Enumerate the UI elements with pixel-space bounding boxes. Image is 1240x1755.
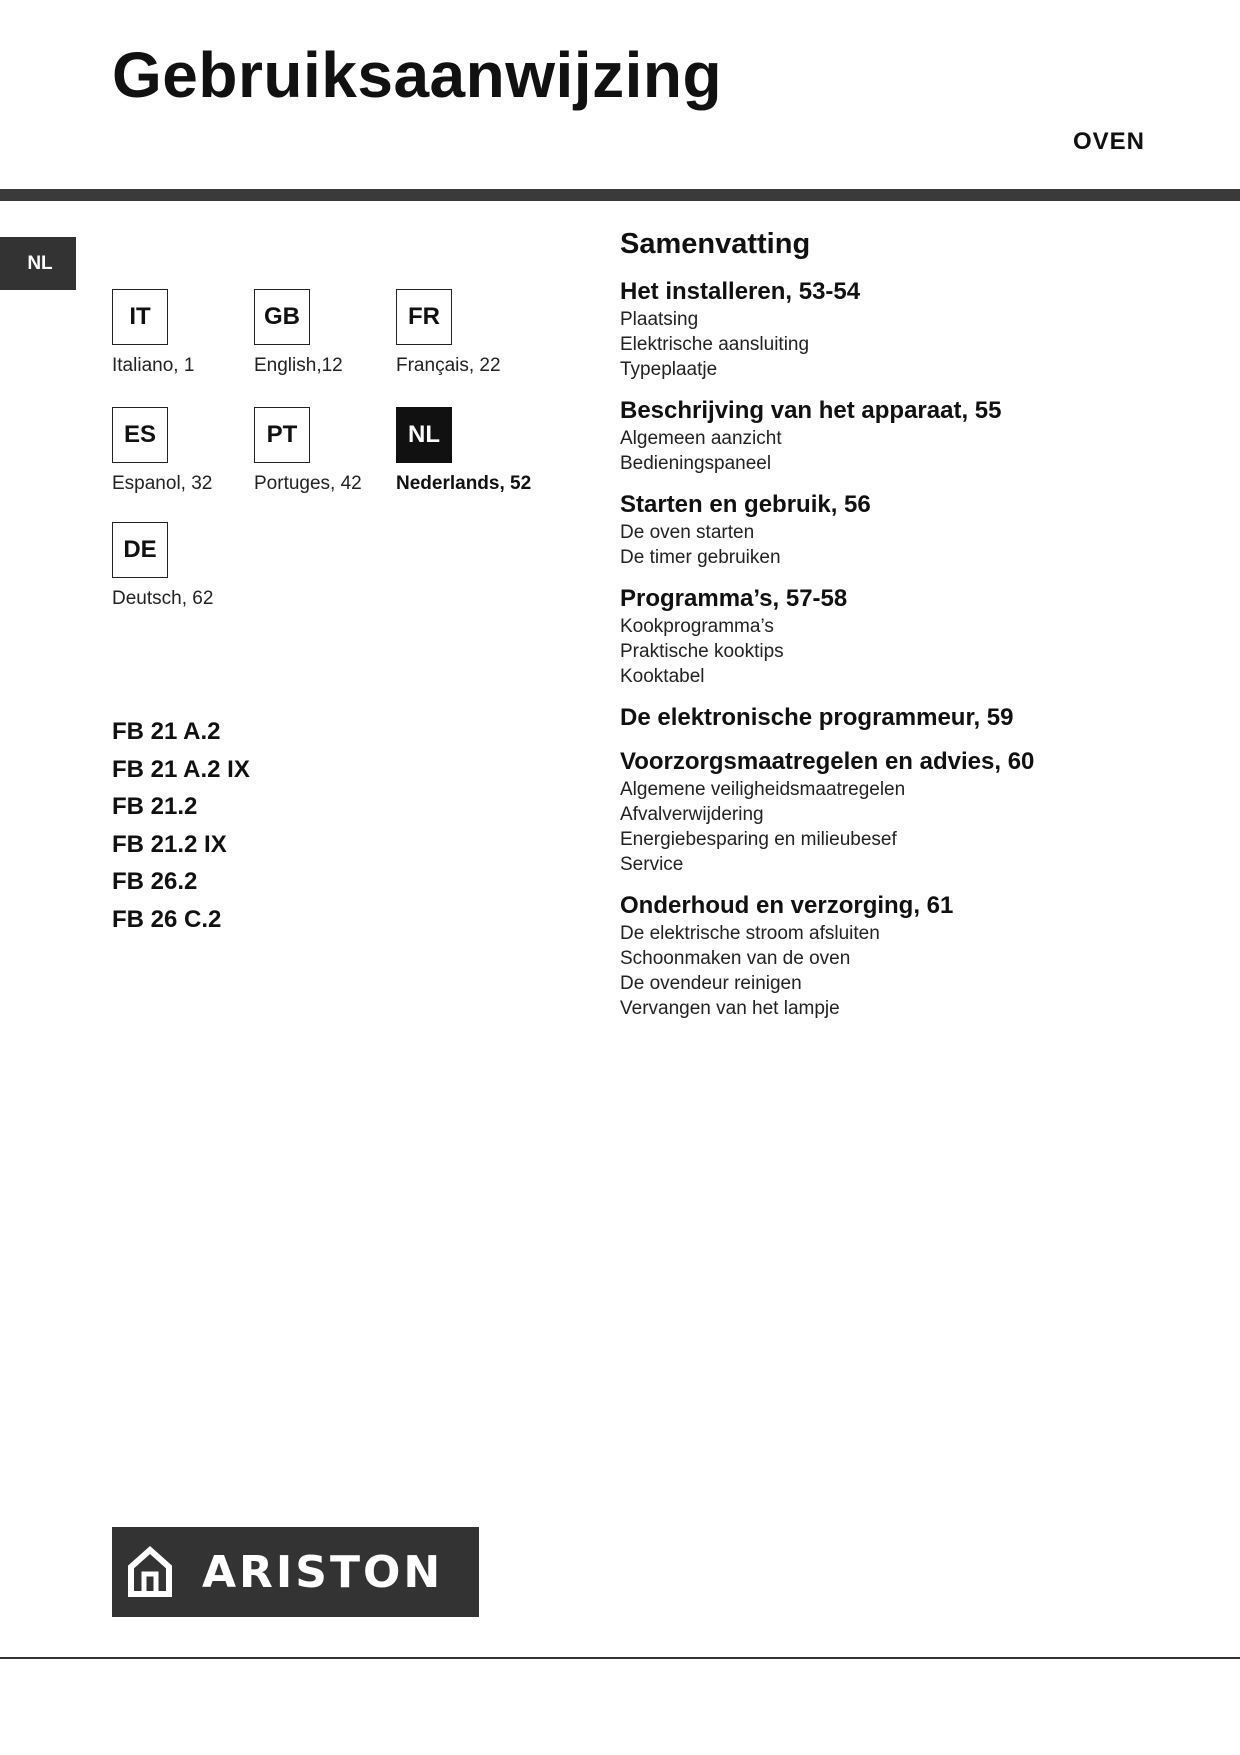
language-label: Nederlands, 52 — [396, 473, 532, 494]
toc-item[interactable]: Typeplaatje — [620, 359, 718, 380]
toc-item[interactable]: De timer gebruiken — [620, 547, 781, 568]
toc-item[interactable]: Afvalverwijdering — [620, 804, 764, 825]
toc-section-heading[interactable]: Starten en gebruik, 56 — [620, 491, 871, 518]
language-label: Portuges, 42 — [254, 473, 362, 494]
toc-item[interactable]: Algemeen aanzicht — [620, 428, 782, 449]
toc-section-heading[interactable]: Voorzorgsmaatregelen en advies, 60 — [620, 748, 1035, 775]
language-code-box: FR — [396, 289, 452, 345]
toc-section-start-use — [620, 490, 1180, 570]
language-label: Espanol, 32 — [112, 473, 213, 494]
language-pt[interactable] — [254, 407, 404, 495]
toc-section-programmer — [620, 703, 1180, 733]
toc-section-heading[interactable]: Onderhoud en verzorging, 61 — [620, 892, 954, 919]
model-item: FB 21.2 — [112, 793, 198, 821]
toc-section-heading[interactable]: Programma’s, 57-58 — [620, 585, 848, 612]
brand-name: ARISTON — [202, 1546, 444, 1598]
toc-item[interactable]: Elektrische aansluiting — [620, 334, 810, 355]
model-item: FB 21 A.2 IX — [112, 755, 250, 783]
language-code-box: NL — [396, 407, 452, 463]
toc-section-programs — [620, 584, 1180, 689]
language-code-box: GB — [254, 289, 310, 345]
toc-item[interactable]: Schoonmaken van de oven — [620, 948, 851, 969]
language-it[interactable] — [112, 289, 262, 377]
toc-item[interactable]: Plaatsing — [620, 309, 699, 330]
language-code-box: DE — [112, 522, 168, 578]
toc-item[interactable]: De ovendeur reinigen — [620, 973, 802, 994]
language-label: Italiano, 1 — [112, 355, 195, 376]
language-label: Français, 22 — [396, 355, 501, 376]
toc-section-heading[interactable]: Het installeren, 53-54 — [620, 278, 861, 305]
model-item: FB 26.2 — [112, 868, 198, 896]
house-icon — [126, 1545, 174, 1599]
toc-item[interactable]: Kooktabel — [620, 666, 705, 687]
toc-item[interactable]: Service — [620, 854, 684, 875]
document-title: Gebruiksaanwijzing — [112, 39, 723, 111]
language-de[interactable] — [112, 522, 262, 610]
top-divider — [0, 189, 1240, 201]
toc-section-description — [620, 396, 1180, 476]
toc-item[interactable]: Vervangen van het lampje — [620, 998, 840, 1019]
table-of-contents — [620, 228, 1180, 1035]
model-item: FB 21.2 IX — [112, 830, 227, 858]
model-item: FB 26 C.2 — [112, 905, 222, 933]
language-label: Deutsch, 62 — [112, 588, 214, 609]
toc-section-heading[interactable]: De elektronische programmeur, 59 — [620, 704, 1014, 731]
toc-item[interactable]: De oven starten — [620, 522, 755, 543]
model-list — [112, 713, 250, 939]
language-label: English,12 — [254, 355, 343, 376]
toc-section-installation — [620, 277, 1180, 382]
language-tab: NL — [0, 237, 76, 290]
language-code-box: PT — [254, 407, 310, 463]
brand-logo — [112, 1527, 479, 1617]
toc-section-maintenance — [620, 891, 1180, 1021]
toc-item[interactable]: Energiebesparing en milieubesef — [620, 829, 897, 850]
toc-item[interactable]: Bedieningspaneel — [620, 453, 772, 474]
bottom-divider — [0, 1657, 1240, 1659]
language-nl[interactable] — [396, 407, 546, 495]
toc-section-precautions — [620, 747, 1180, 877]
language-es[interactable] — [112, 407, 262, 495]
toc-item[interactable]: Praktische kooktips — [620, 641, 784, 662]
language-code-box: IT — [112, 289, 168, 345]
toc-section-heading[interactable]: Beschrijving van het apparaat, 55 — [620, 397, 1002, 424]
product-type: OVEN — [1072, 128, 1145, 155]
toc-title: Samenvatting — [620, 228, 811, 260]
language-gb[interactable] — [254, 289, 404, 377]
toc-item[interactable]: Kookprogramma’s — [620, 616, 774, 637]
language-fr[interactable] — [396, 289, 546, 377]
toc-item[interactable]: Algemene veiligheidsmaatregelen — [620, 779, 906, 800]
model-item: FB 21 A.2 — [112, 718, 221, 745]
toc-item[interactable]: De elektrische stroom afsluiten — [620, 923, 880, 944]
language-code-box: ES — [112, 407, 168, 463]
